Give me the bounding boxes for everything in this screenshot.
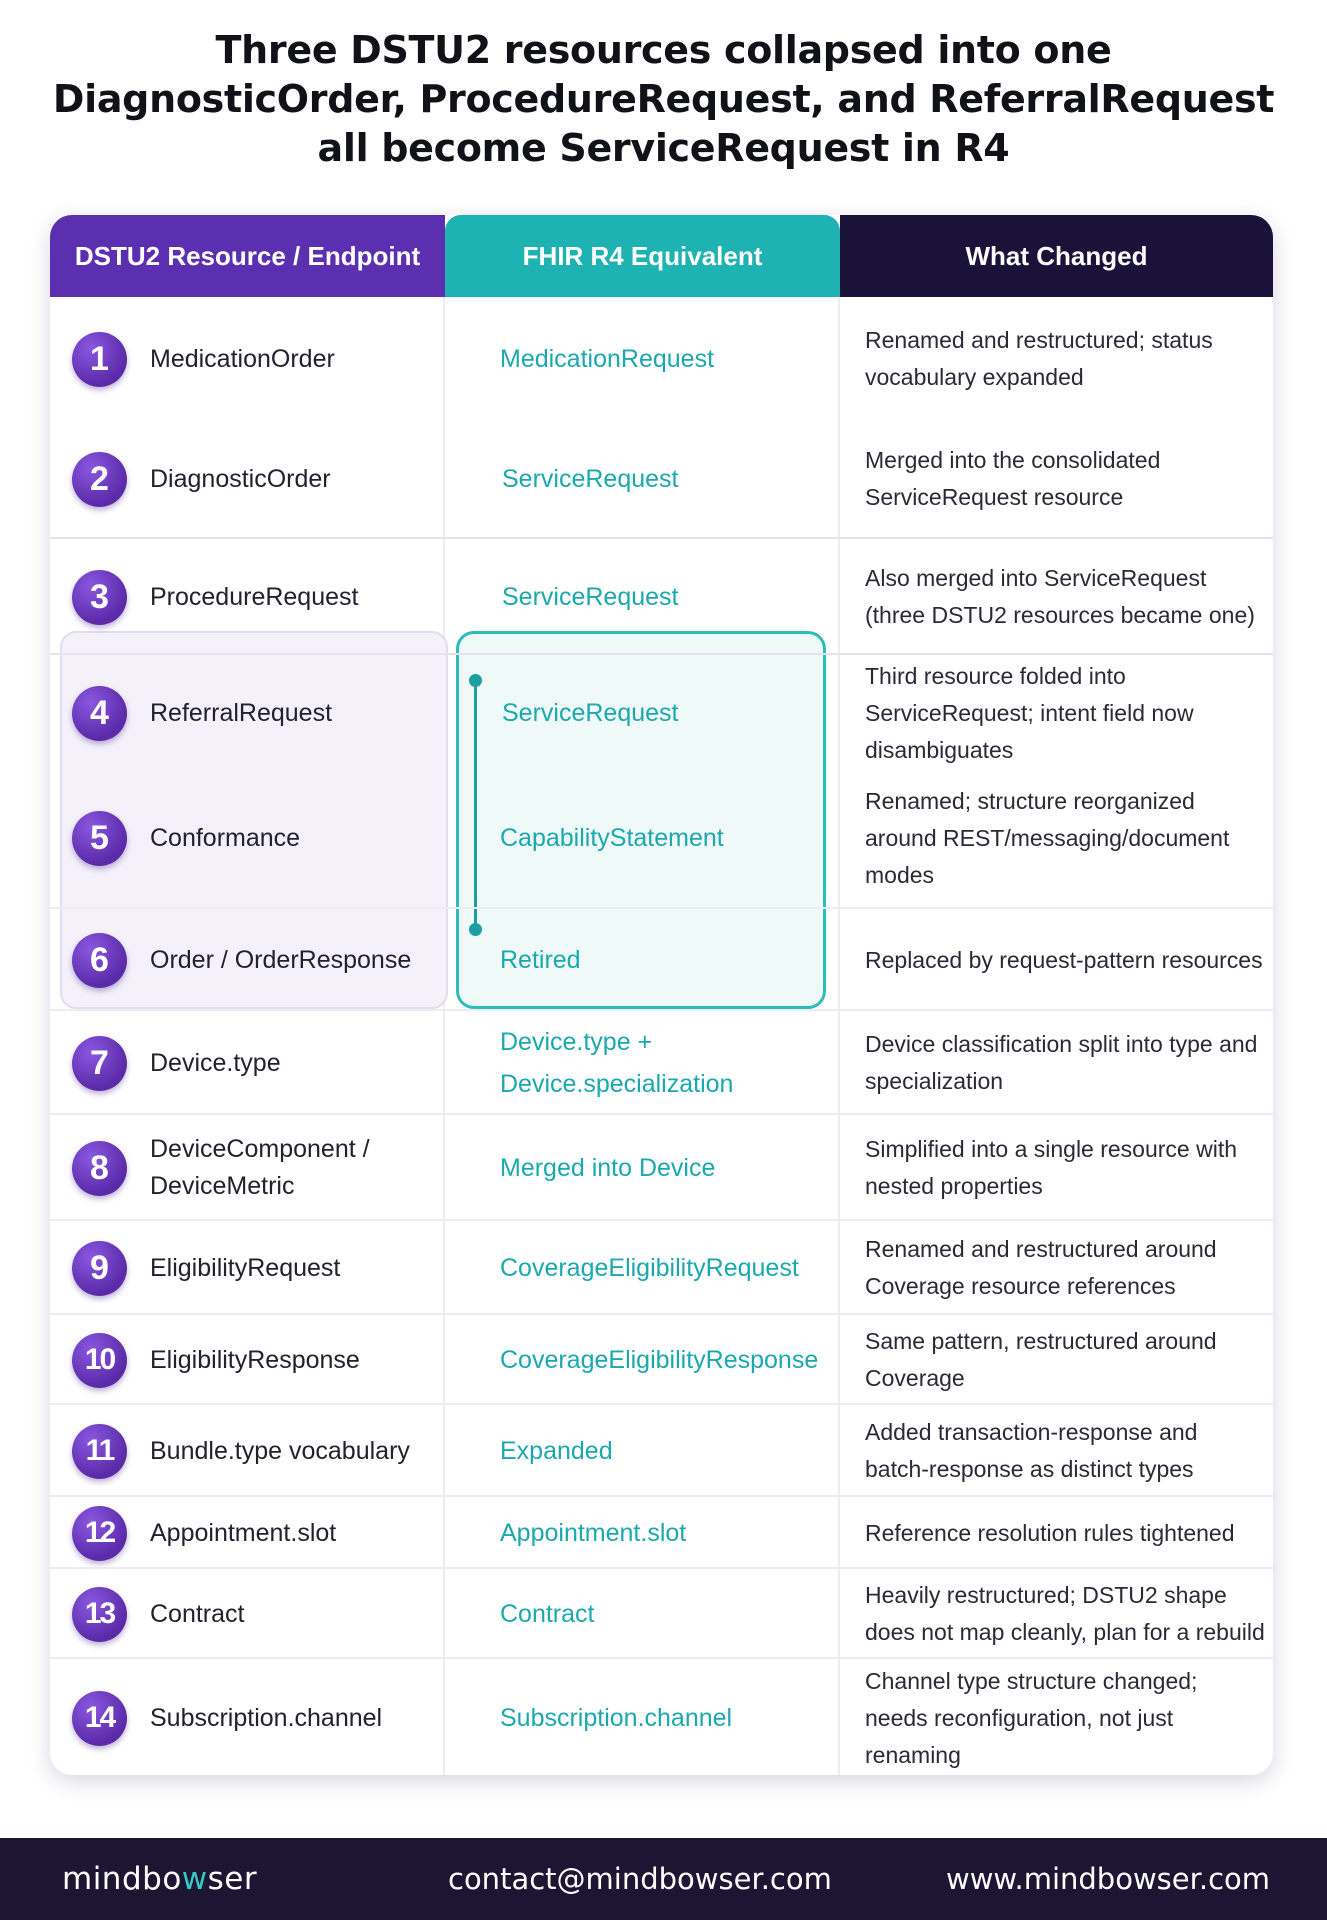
what-changed-cell: Merged into the consolidated ServiceRequest resource — [865, 447, 1161, 510]
dstu2-resource-cell: DeviceComponent / DeviceMetric — [150, 1135, 370, 1200]
row-number-badge: 1 — [72, 332, 127, 387]
title-line-2: DiagnosticOrder, ProcedureRequest, and ReferralRequest — [52, 77, 1275, 121]
dstu2-resource-cell: Bundle.type vocabulary — [150, 1436, 410, 1465]
table-row — [50, 1657, 1273, 1775]
row-number-badge: 3 — [72, 570, 127, 625]
what-changed-cell: Replaced by request-pattern resources — [865, 946, 1263, 973]
table-row — [50, 1219, 1273, 1313]
title-line-3: all become ServiceRequest in R4 — [317, 126, 1010, 170]
row-number-badge: 7 — [72, 1036, 127, 1091]
what-changed-cell: Renamed; structure reorganized around REST/messaging/document modes — [865, 787, 1230, 888]
r4-equivalent-cell: ServiceRequest — [502, 699, 679, 727]
row-number-badge: 10 — [72, 1333, 127, 1388]
header-what-changed: What Changed — [840, 215, 1273, 297]
dstu2-resource-cell: Contract — [150, 1599, 245, 1628]
what-changed-cell: Renamed and restructured around Coverage resource references — [865, 1236, 1217, 1299]
r4-equivalent-cell: Merged into Device — [500, 1154, 716, 1182]
header-dstu2-resource: DSTU2 Resource / Endpoint — [50, 215, 445, 297]
row-number-badge: 6 — [72, 933, 127, 988]
mapping-table — [50, 215, 1273, 1775]
table-row — [50, 769, 1273, 907]
r4-equivalent-cell: Appointment.slot — [500, 1519, 687, 1547]
table-row — [50, 1113, 1273, 1219]
title-line-1: Three DSTU2 resources collapsed into one — [215, 28, 1112, 72]
page-title — [0, 26, 1327, 173]
table-row — [50, 1567, 1273, 1657]
what-changed-cell: Renamed and restructured; status vocabulary expanded — [865, 327, 1213, 390]
table-row — [50, 1495, 1273, 1567]
what-changed-cell: Device classification split into type and specialization — [865, 1031, 1258, 1094]
mindbowser-logo: mindbowser — [62, 1861, 258, 1897]
dstu2-resource-cell: Order / OrderResponse — [150, 945, 412, 974]
table-row — [50, 1313, 1273, 1403]
what-changed-cell: Channel type structure changed; needs reconfiguration, not just renaming — [865, 1667, 1198, 1768]
r4-equivalent-cell: MedicationRequest — [500, 345, 715, 373]
table-row — [50, 297, 1273, 421]
r4-equivalent-cell: ServiceRequest — [502, 465, 679, 493]
dstu2-resource-cell: EligibilityResponse — [150, 1345, 360, 1374]
row-number-badge: 11 — [72, 1424, 127, 1479]
what-changed-cell: Heavily restructured; DSTU2 shape does not map cleanly, plan for a rebuild — [865, 1582, 1265, 1645]
dstu2-resource-cell: ProcedureRequest — [150, 582, 359, 611]
dstu2-resource-cell: MedicationOrder — [150, 344, 335, 373]
r4-equivalent-cell: ServiceRequest — [502, 583, 679, 611]
dstu2-resource-cell: Appointment.slot — [150, 1518, 337, 1547]
dstu2-resource-cell: Device.type — [150, 1048, 281, 1077]
table-row — [50, 537, 1273, 653]
table-row — [50, 1403, 1273, 1495]
contact-email-link[interactable]: contact@mindbowser.com — [448, 1862, 832, 1896]
row-number-badge: 9 — [72, 1241, 127, 1296]
dstu2-resource-cell: ReferralRequest — [150, 698, 333, 727]
what-changed-cell: Reference resolution rules tightened — [865, 1519, 1235, 1546]
r4-equivalent-cell: Expanded — [500, 1437, 613, 1465]
row-number-badge: 8 — [72, 1141, 127, 1196]
what-changed-cell: Added transaction-response and batch-response as distinct types — [865, 1419, 1198, 1482]
dstu2-resource-cell: DiagnosticOrder — [150, 464, 331, 493]
footer-bar — [0, 1838, 1327, 1920]
row-number-badge: 2 — [72, 452, 127, 507]
table-row — [50, 1009, 1273, 1113]
r4-equivalent-cell: Subscription.channel — [500, 1704, 733, 1732]
what-changed-cell: Also merged into ServiceRequest (three DSTU2 resources became one) — [865, 565, 1255, 628]
row-number-badge: 14 — [72, 1691, 127, 1746]
what-changed-cell: Third resource folded into ServiceRequest; intent field now disambiguates — [865, 662, 1194, 763]
row-number-badge: 5 — [72, 811, 127, 866]
website-link[interactable]: www.mindbowser.com — [946, 1862, 1271, 1896]
row-number-badge: 4 — [72, 686, 127, 741]
row-number-badge: 13 — [72, 1587, 127, 1642]
table-row — [50, 907, 1273, 1009]
r4-equivalent-cell: CapabilityStatement — [500, 824, 724, 852]
r4-equivalent-cell: CoverageEligibilityRequest — [500, 1254, 799, 1282]
r4-equivalent-cell: Retired — [500, 946, 581, 974]
r4-equivalent-cell: Contract — [500, 1600, 595, 1628]
what-changed-cell: Same pattern, restructured around Coverage — [865, 1328, 1217, 1391]
r4-equivalent-cell: Device.type + Device.specialization — [500, 1028, 734, 1098]
r4-equivalent-cell: CoverageEligibilityResponse — [500, 1346, 819, 1374]
dstu2-resource-cell: Conformance — [150, 823, 301, 852]
dstu2-resource-cell: Subscription.channel — [150, 1703, 383, 1732]
table-row — [50, 653, 1273, 769]
header-r4-equivalent: FHIR R4 Equivalent — [445, 215, 840, 297]
table-row — [50, 421, 1273, 537]
row-number-badge: 12 — [72, 1506, 127, 1561]
dstu2-resource-cell: EligibilityRequest — [150, 1253, 341, 1282]
what-changed-cell: Simplified into a single resource with nested properties — [865, 1136, 1238, 1199]
